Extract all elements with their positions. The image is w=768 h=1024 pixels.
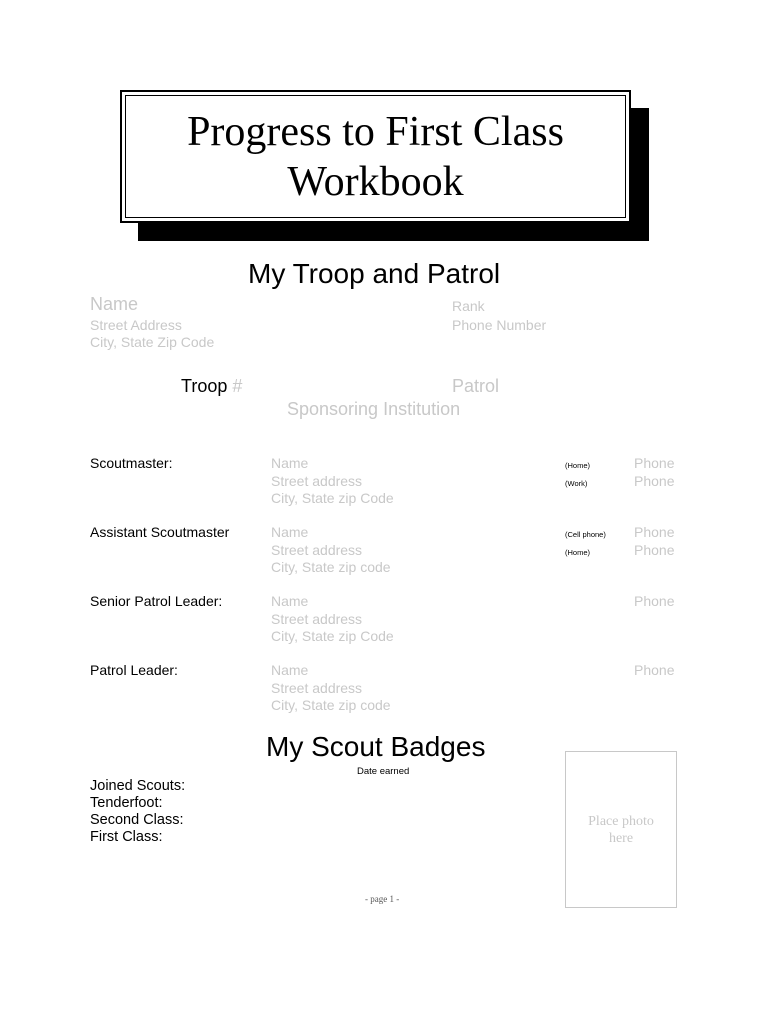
scout-phone-field[interactable]: Phone Number (452, 317, 547, 333)
leader-name-field[interactable]: Name (271, 455, 309, 471)
badge-row-joined-scouts: Joined Scouts: (90, 778, 186, 794)
scout-name-field[interactable]: Name (90, 294, 139, 314)
leader-street-field[interactable]: Street address (271, 680, 363, 696)
patrol-field[interactable]: Patrol (452, 376, 500, 396)
leader-street-field[interactable]: Street address (271, 611, 363, 627)
badge-row-first-class: First Class: (90, 829, 163, 845)
leader-name-field[interactable]: Name (271, 593, 309, 609)
leader-phone-field[interactable]: Phone (634, 473, 675, 489)
leader-phone-field[interactable]: Phone (634, 593, 675, 609)
leader-name-field[interactable]: Name (271, 662, 309, 678)
leader-name-field[interactable]: Name (271, 524, 309, 540)
leader-street-field[interactable]: Street address (271, 473, 363, 489)
photo-placeholder-text (566, 813, 676, 847)
leader-phone-field[interactable]: Phone (634, 662, 675, 678)
troop-number-row (181, 376, 242, 397)
phone-type-label: (Home) (565, 548, 591, 557)
leader-role-scoutmaster: Scoutmaster: (90, 455, 173, 471)
title-line-1: Progress to First Class (187, 108, 564, 155)
leader-street-field[interactable]: Street address (271, 542, 363, 558)
phone-type-label: (Home) (565, 461, 591, 470)
phone-type-label: (Work) (565, 479, 588, 488)
scout-street-field[interactable]: Street Address (90, 317, 182, 333)
photo-line-1: Place photo (588, 814, 654, 829)
scout-rank-field[interactable]: Rank (452, 298, 485, 314)
leader-city-field[interactable]: City, State zip Code (271, 628, 394, 644)
badges-section-heading: My Scout Badges (266, 731, 486, 762)
page-number: - page 1 - (365, 894, 400, 904)
phone-type-label: (Cell phone) (565, 530, 606, 539)
title-inner-frame (125, 95, 626, 218)
leader-role-assistant-scoutmaster: Assistant Scoutmaster (90, 524, 230, 540)
badge-row-second-class: Second Class: (90, 812, 184, 828)
leader-city-field[interactable]: City, State zip code (271, 559, 391, 575)
scout-city-field[interactable]: City, State Zip Code (90, 334, 215, 350)
troop-label: Troop (181, 376, 228, 396)
leader-role-senior-patrol-leader: Senior Patrol Leader: (90, 593, 223, 609)
photo-line-2: here (608, 831, 634, 846)
troop-section-heading: My Troop and Patrol (248, 258, 501, 289)
leader-city-field[interactable]: City, State zip Code (271, 490, 394, 506)
leader-phone-field[interactable]: Phone (634, 542, 675, 558)
leader-city-field[interactable]: City, State zip code (271, 697, 391, 713)
title-line-2: Workbook (287, 158, 464, 205)
badge-row-tenderfoot: Tenderfoot: (90, 795, 163, 811)
leader-phone-field[interactable]: Phone (634, 455, 675, 471)
troop-number-field[interactable]: # (232, 376, 243, 396)
date-earned-header: Date earned (357, 766, 410, 777)
sponsoring-institution-field[interactable]: Sponsoring Institution (287, 399, 461, 419)
leader-phone-field[interactable]: Phone (634, 524, 675, 540)
leader-role-patrol-leader: Patrol Leader: (90, 662, 178, 678)
photo-placeholder-box[interactable] (565, 751, 677, 908)
title-box (120, 90, 631, 223)
